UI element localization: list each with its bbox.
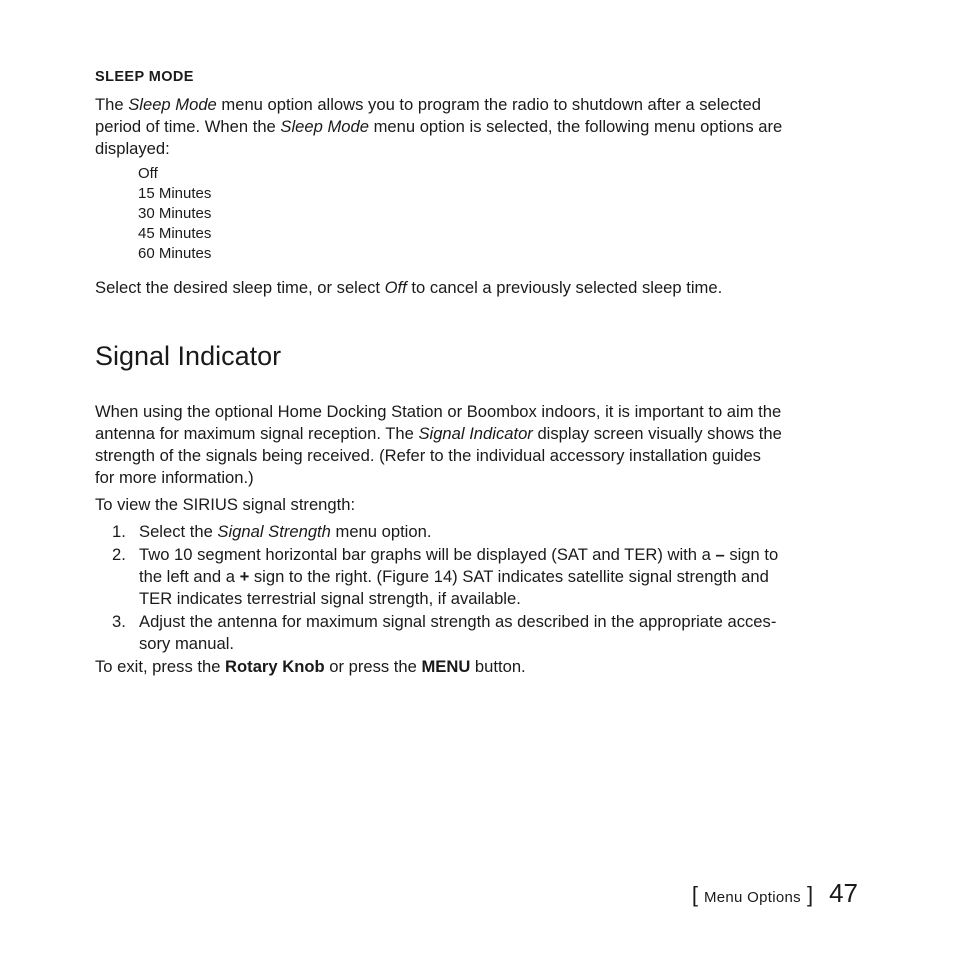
sleep-mode-term: Sleep Mode: [128, 95, 217, 114]
sleep-mode-term: Sleep Mode: [280, 117, 369, 136]
plus-sign: +: [239, 567, 250, 586]
view-signal-line: To view the SIRIUS signal strength:: [95, 495, 356, 514]
step-3: 3. Adjust the antenna for maximum signal strength as described in the appropriate acces- sory manual.: [112, 612, 777, 653]
sleep-mode-heading: SLEEP MODE: [95, 69, 194, 85]
sleep-option-60: 60 Minutes: [138, 245, 212, 262]
step-number: 3.: [112, 612, 126, 631]
step-1: 1. Select the Signal Strength menu option.: [112, 522, 432, 541]
page-number: 47: [829, 878, 858, 908]
signal-indicator-intro: When using the optional Home Docking Station or Boombox indoors, it is important to aim the antenna for maximum signal reception. The Signal Indicator display screen visually shows the strength of the signals being received. (Refer to the individual accessory installation guides for more information.): [95, 402, 782, 487]
step-2: 2. Two 10 segment horizontal bar graphs will be displayed (SAT and TER) with a – sign to the left and a + sign to the right. (Figure 14) SAT indicates satellite signal strength and TER indicates terrestrial signal strength, if available.: [112, 545, 779, 608]
minus-sign: –: [715, 545, 725, 564]
step-number: 1.: [112, 522, 126, 541]
sleep-mode-intro: The Sleep Mode menu option allows you to program the radio to shutdown after a selected period of time. When the Sleep Mode menu option is selected, the following menu options are displayed:: [95, 95, 783, 158]
step-number: 2.: [112, 545, 126, 564]
sleep-option-45: 45 Minutes: [138, 225, 212, 242]
sleep-option-30: 30 Minutes: [138, 205, 212, 222]
page-footer: [692, 878, 858, 909]
sleep-option-off: Off: [138, 165, 158, 182]
off-term: Off: [384, 278, 407, 297]
exit-instruction: To exit, press the Rotary Knob or press the MENU button.: [95, 657, 526, 676]
signal-indicator-heading: Signal Indicator: [95, 341, 282, 371]
sleep-mode-closing: Select the desired sleep time, or select Off to cancel a previously selected sleep time.: [95, 278, 723, 297]
close-bracket: ]: [806, 882, 814, 907]
menu-term: MENU: [421, 657, 471, 676]
steps-list: [95, 521, 875, 656]
open-bracket: [: [691, 882, 698, 907]
signal-strength-term: Signal Strength: [217, 522, 331, 541]
sleep-option-15: 15 Minutes: [138, 185, 212, 202]
rotary-knob-term: Rotary Knob: [225, 657, 325, 676]
signal-indicator-term: Signal Indicator: [418, 424, 533, 443]
footer-section-name: Menu Options: [703, 889, 801, 906]
